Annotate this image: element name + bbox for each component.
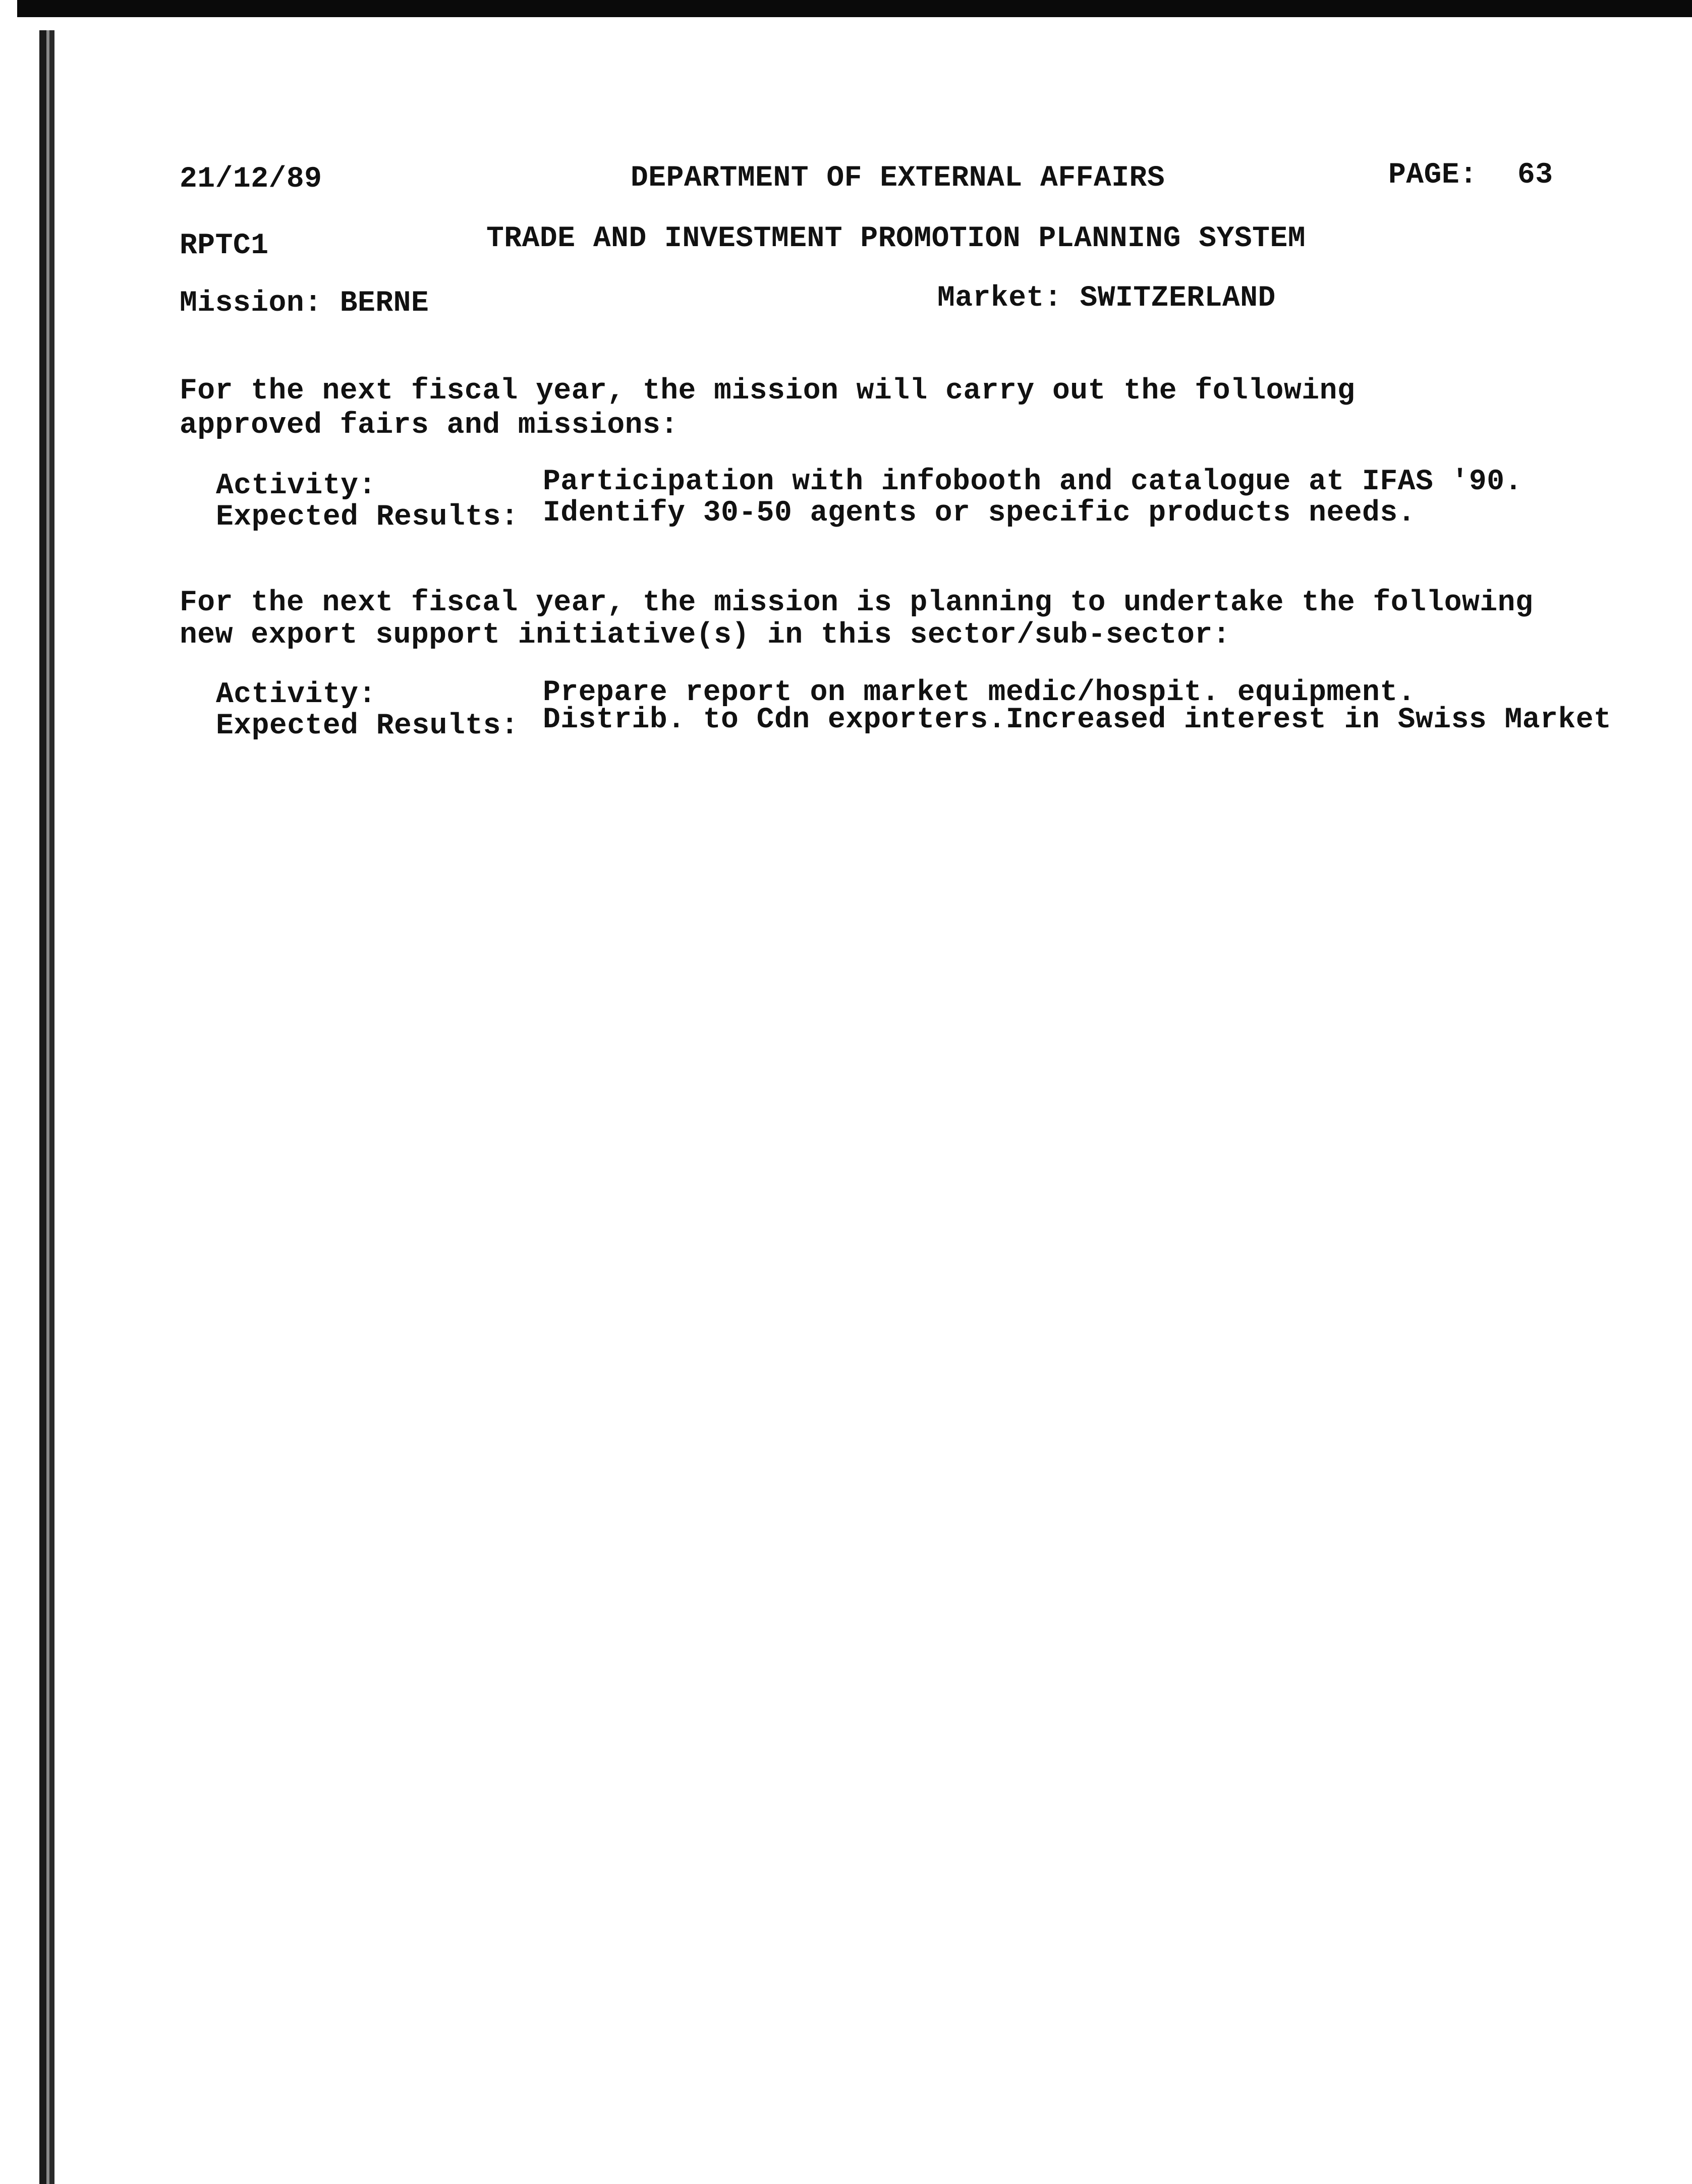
scan-top-border (0, 0, 1692, 17)
expected-results-label: Expected Results: (216, 501, 519, 534)
mission-field: Mission: BERNE (180, 287, 429, 320)
expected-results-label: Expected Results: (216, 710, 519, 742)
report-date: 21/12/89 (180, 163, 322, 196)
expected-results-value: Identify 30-50 agents or specific products needs. (543, 497, 1416, 530)
activity-label: Activity: (216, 470, 376, 502)
activity-label: Activity: (216, 678, 376, 711)
scan-binding-inner (49, 30, 54, 2184)
expected-results-value: Distrib. to Cdn exporters.Increased interest in Swiss Market (543, 704, 1612, 736)
report-code: RPTC1 (180, 229, 269, 262)
page-label: PAGE: (1388, 159, 1478, 192)
section-intro-line: new export support initiative(s) in this sector/sub-sector: (180, 619, 1231, 652)
page-number: 63 (1517, 159, 1553, 192)
activity-value: Participation with infobooth and catalogue at IFAS '90. (543, 466, 1522, 498)
activity-value: Prepare report on market medic/hospit. equipment. (543, 676, 1416, 709)
scan-binding-edge (39, 30, 46, 2184)
department-title: DEPARTMENT OF EXTERNAL AFFAIRS (631, 162, 1165, 195)
scan-left-margin (0, 0, 17, 2184)
system-title: TRADE AND INVESTMENT PROMOTION PLANNING SYSTEM (486, 222, 1306, 255)
section-intro-line: For the next fiscal year, the mission is planning to undertake the following (180, 587, 1534, 619)
section-intro-line: For the next fiscal year, the mission will carry out the following (180, 375, 1356, 408)
section-intro-line: approved fairs and missions: (180, 409, 679, 442)
market-field: Market: SWITZERLAND (937, 282, 1276, 315)
